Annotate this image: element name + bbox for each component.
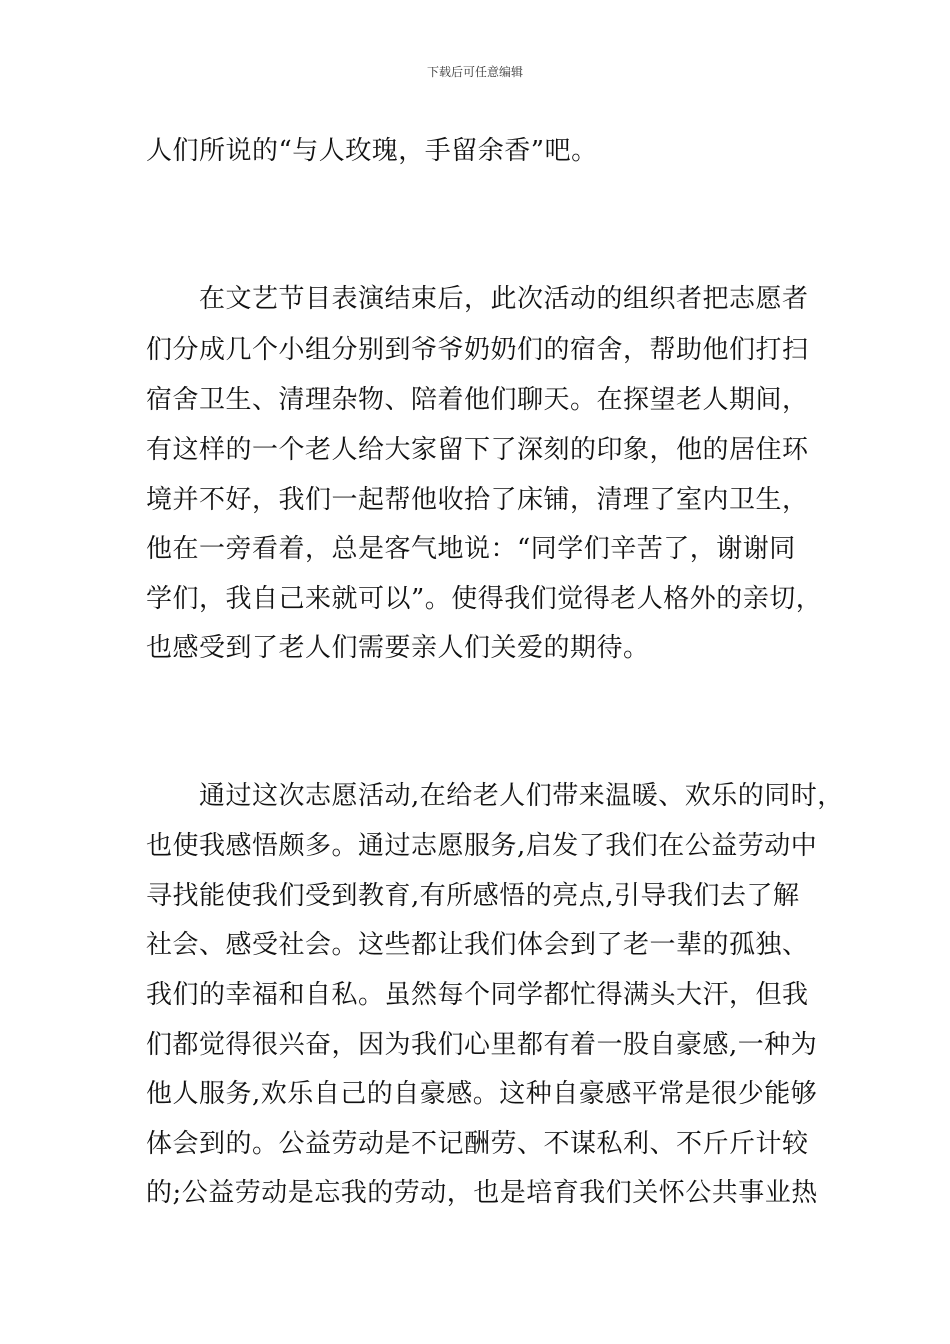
text-line: 们分成几个小组分别到爷爷奶奶们的宿舍，帮助他们打扫 — [146, 335, 809, 365]
text-line: 境并不好，我们一起帮他收拾了床铺，清理了室内卫生， — [146, 485, 809, 515]
text-line: 通过这次志愿活动,在给老人们带来温暖、欢乐的同时， — [146, 781, 844, 811]
text-line: 我们的幸福和自私。虽然每个同学都忙得满头大汗，但我 — [146, 980, 809, 1010]
text-line: 有这样的一个老人给大家留下了深刻的印象，他的居住环 — [146, 435, 809, 465]
text-line: 的;公益劳动是忘我的劳动，也是培育我们关怀公共事业热 — [146, 1178, 818, 1208]
text-line: 们都觉得很兴奋，因为我们心里都有着一股自豪感,一种为 — [146, 1030, 818, 1060]
text-line: 也感受到了老人们需要亲人们关爱的期待。 — [146, 633, 650, 663]
text-line: 学们，我自己来就可以”。使得我们觉得老人格外的亲切， — [146, 584, 823, 614]
page-header: 下载后可任意编辑 — [426, 65, 523, 79]
text-line: 宿舍卫生、清理杂物、陪着他们聊天。在探望老人期间， — [146, 385, 809, 415]
text-line: 寻找能使我们受到教育,有所感悟的亮点,引导我们去了解 — [146, 881, 800, 911]
text-line: 社会、感受社会。这些都让我们体会到了老一辈的孤独、 — [146, 930, 809, 960]
text-line: 他人服务,欢乐自己的自豪感。这种自豪感平常是很少能够 — [146, 1079, 818, 1109]
text-line: 人们所说的“与人玫瑰，手留余香”吧。 — [146, 136, 598, 166]
text-line: 体会到的。公益劳动是不记酬劳、不谋私利、不斤斤计较 — [146, 1129, 809, 1159]
text-line: 也使我感悟颇多。通过志愿服务,启发了我们在公益劳动中 — [146, 831, 818, 861]
text-line: 在文艺节目表演结束后，此次活动的组织者把志愿者 — [146, 284, 809, 314]
text-line: 他在一旁看着，总是客气地说：“同学们辛苦了，谢谢同 — [146, 534, 796, 564]
